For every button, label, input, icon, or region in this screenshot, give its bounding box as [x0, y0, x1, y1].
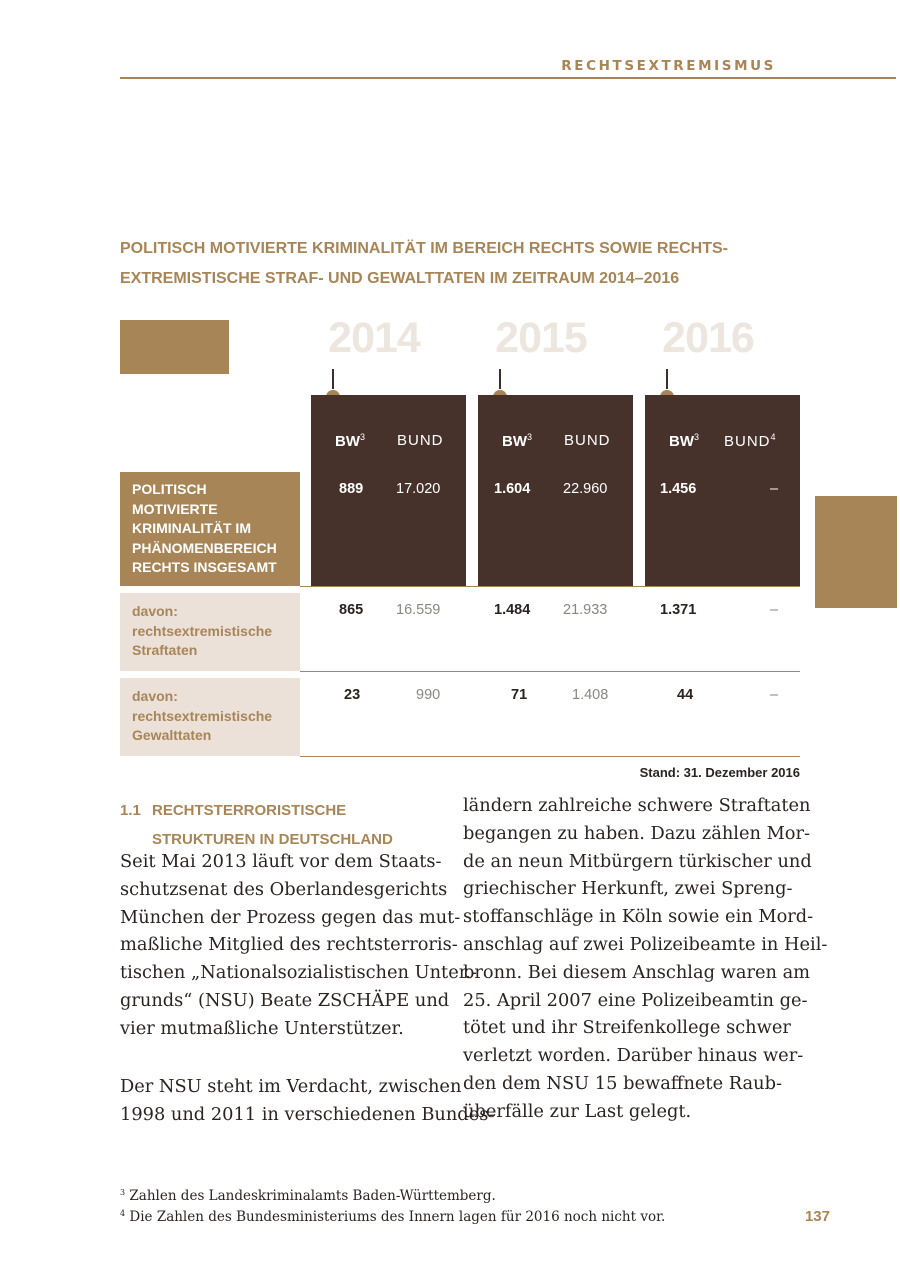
cell-gewalttaten-bund-2014: 990 [416, 687, 441, 703]
year-tick-2015 [499, 369, 501, 389]
section-heading [120, 796, 440, 854]
column-header-bund-2016: BUND$^4$ [724, 432, 777, 450]
section-number: 1.1 [120, 802, 141, 819]
left-column-paragraph-2: Der NSU steht im Verdacht, zwischen 1998 und 2011 in verschiedenen Bundes- [120, 1076, 495, 1125]
table-bottom-rule [300, 756, 800, 757]
row-label-gewalttaten: davon: rechtsextremistische Gewalttaten [120, 678, 300, 756]
cell-straftaten-bund-2015: 21.933 [563, 602, 608, 618]
header-rule [120, 77, 896, 79]
page-number: 137 [804, 1208, 830, 1225]
section-heading-line-2: STRUKTUREN IN DEUTSCHLAND [152, 831, 393, 848]
year-label-2014: 2014 [328, 314, 420, 362]
cell-total-bund-2016: – [770, 481, 779, 497]
right-column-paragraph: ländern zahlreiche schwere Straftaten begangen zu haben. Dazu zählen Mor- de an neun Mitbürgern türkischer und griechischer Herkunft, zwei Spreng- stoffanschläge in Köln sowie ein Mord- anschlag auf zwei Polizeibeamte in Heil- bronn. Bei diesem Anschlag waren am 25. April 2007 eine Polizeibeamtin ge- tötet und ihr Streifenkollege schwer verletzt worden. Darüber hinaus wer- den dem NSU 15 bewaffnete Raub- überfälle zur Last gelegt. [463, 795, 828, 1122]
running-header: RECHTSEXTREMISMUS [561, 58, 776, 74]
cell-straftaten-bund-2016: – [770, 602, 779, 618]
year-label-2015: 2015 [495, 314, 587, 362]
column-header-bw-2016: $BW^3$ [669, 432, 700, 450]
cell-straftaten-bund-2014: 16.559 [396, 602, 441, 618]
column-header-bw-2014: $BW^3$ [335, 432, 366, 450]
cell-gewalttaten-bund-2016: – [770, 687, 779, 703]
cell-total-bw-2015: 1.604 [494, 481, 531, 497]
column-header-bund-2014: BUND [397, 432, 444, 449]
table-row-divider [300, 586, 800, 587]
cell-straftaten-bw-2016: 1.371 [660, 602, 697, 618]
cell-total-bund-2015: 22.960 [563, 481, 608, 497]
footnote-4: $^4$ Die Zahlen des Bundesministeriums des Innern lagen für 2016 noch nicht vor. [120, 1209, 666, 1225]
cell-total-bw-2014: 889 [339, 481, 364, 497]
year-tick-2016 [666, 369, 668, 389]
cell-gewalttaten-bw-2015: 71 [511, 687, 528, 703]
section-heading-line-1: RECHTSTERRORISTISCHE [152, 802, 347, 819]
row-label-pmk-rechts-total: POLITISCH MOTIVIERTE KRIMINALITÄT IM PHÄNOMENBEREICH RECHTS INSGESAMT [120, 472, 300, 586]
column-header-bund-2015: BUND [564, 432, 611, 449]
column-header-bw-2015: $BW^3$ [502, 432, 533, 450]
table-title [120, 234, 810, 294]
table-title-line-1: POLITISCH MOTIVIERTE KRIMINALITÄT IM BEREICH RECHTS SOWIE RECHTS- [120, 240, 728, 257]
cell-total-bund-2014: 17.020 [396, 481, 441, 497]
column-block-2014 [311, 395, 466, 586]
cell-total-bw-2016: 1.456 [660, 481, 697, 497]
left-column-paragraph-1: Seit Mai 2013 läuft vor dem Staats- schutzsenat des Oberlandesgerichts München der Prozess gegen das mut- maßliche Mitglied des rechtsterroris- tischen „Nationalsozialistischen Unter.- grunds“ (NSU) Beate ZSCHÄPE und vier mutmaßliche Unterstützer. [120, 851, 477, 1039]
cell-gewalttaten-bund-2015: 1.408 [572, 687, 609, 703]
cell-gewalttaten-bw-2016: 44 [677, 687, 694, 703]
table-date-note: Stand: 31. Dezember 2016 [639, 765, 800, 780]
year-label-2016: 2016 [662, 314, 754, 362]
cell-straftaten-bw-2015: 1.484 [494, 602, 531, 618]
table-title-line-2: EXTREMISTISCHE STRAF- UND GEWALTTATEN IM ZEITRAUM 2014–2016 [120, 270, 680, 287]
year-tick-2014 [332, 369, 334, 389]
cell-straftaten-bw-2014: 865 [339, 602, 364, 618]
table-row-divider [300, 671, 800, 672]
cell-gewalttaten-bw-2014: 23 [344, 687, 361, 703]
row-label-straftaten: davon: rechtsextremistische Straftaten [120, 593, 300, 671]
table-corner-block [120, 320, 229, 374]
chapter-thumb-tab [815, 496, 897, 608]
footnote-3: $^3$ Zahlen des Landeskriminalamts Baden-Württemberg. [120, 1188, 496, 1204]
